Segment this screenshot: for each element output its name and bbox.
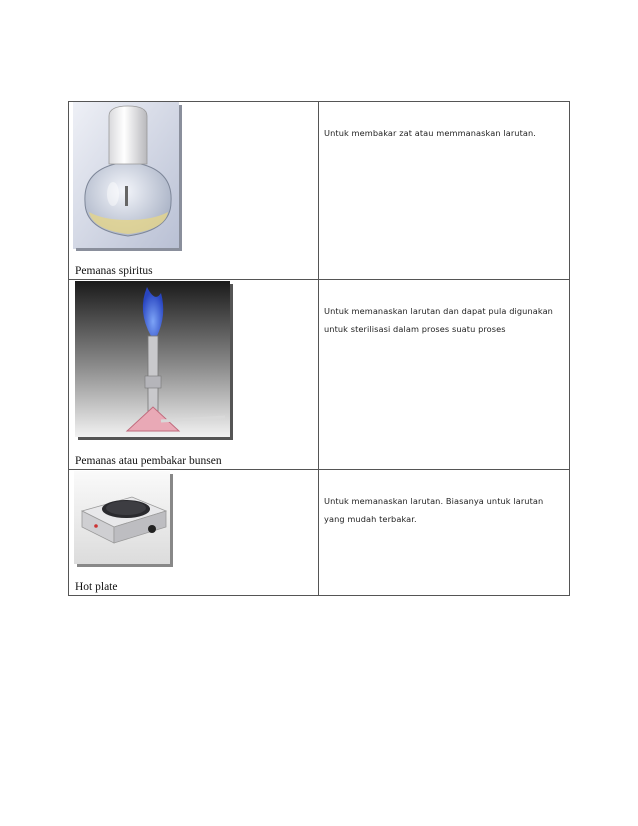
description-cell bbox=[319, 102, 570, 280]
equipment-description: Untuk membakar zat atau memmanaskan larutan. bbox=[324, 128, 537, 138]
equipment-description: Untuk memanaskan larutan dan dapat pula digunakan untuk sterilisasi dalam proses suatu proses bbox=[324, 306, 553, 334]
table-row bbox=[69, 470, 570, 596]
equipment-cell bbox=[69, 470, 319, 596]
equipment-name: Pemanas atau pembakar bunsen bbox=[75, 455, 222, 467]
description-cell bbox=[319, 470, 570, 596]
bunsen-burner-icon bbox=[75, 281, 235, 441]
equipment-name: Hot plate bbox=[75, 581, 118, 593]
equipment-description: Untuk memanaskan larutan. Biasanya untuk larutan yang mudah terbakar. bbox=[324, 496, 544, 524]
hot-plate-icon bbox=[74, 471, 174, 567]
equipment-cell bbox=[69, 102, 319, 280]
description-cell bbox=[319, 280, 570, 470]
spirit-lamp-icon bbox=[73, 102, 183, 251]
table-row bbox=[69, 280, 570, 470]
equipment-table bbox=[68, 101, 570, 596]
equipment-cell bbox=[69, 280, 319, 470]
equipment-name: Pemanas spiritus bbox=[75, 265, 153, 277]
table-row bbox=[69, 102, 570, 280]
